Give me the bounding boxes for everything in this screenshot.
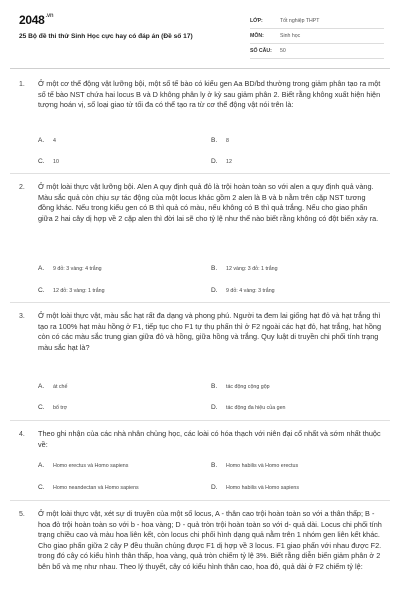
option-b[interactable]: B. tác động cộng gộp [211,383,270,390]
question-text: Theo ghi nhận của các nhà nhân chủng học, các loài có hóa thạch với niên đại cổ nhất và sớm nhất thuộc về: [38,429,381,449]
question-text: Ở một loài thực vật lưỡng bội. Alen A quy định quả đỏ là trội hoàn toàn so với alen a quy định quả vàng. Màu sắc quả còn chịu sự tác động của một locus khác gồm 2 alen là B và b nằm trên cặp NST tương đồng khác. Nếu trong kiểu gen có B thì quả có màu, nếu không có B thì quả trắng. Nếu cho giao phấn giữa 2 hai cây dị hợp về 2 cặp alen thì đời lai sẽ cho tỷ lệ như thế nào biết rằng không có đột biến xảy ra. [38,182,379,223]
option-b[interactable]: B. 8 [211,137,229,144]
question-text: Ở một loài thực vật, màu sắc hạt rất đa dạng và phong phú. Người ta đem lai giống hạt đỏ và hạt trắng thì tạo ra 100% hạt màu hồng ở F1, tiếp tục cho F1 tự thụ phấn thì ở F2 ngoài các hạt đỏ, hạt trắng, hạt hồng còn có các màu sắc trung gian giữa đỏ và hồng, giữa hồng và trắng. Quy luật di truyền chi phối tính trạng màu sắc hạt là? [38,311,382,352]
option-a[interactable]: A. 4 [38,137,56,144]
option-c[interactable]: C. bổ trợ [38,404,68,411]
question-divider [10,500,390,501]
question-divider [10,173,390,174]
meta-question-count: SỐ CÂU: 50 [250,44,384,59]
question-number: 3. [19,313,25,320]
question-text: Ở một cơ thể động vật lưỡng bội, một số tế bào có kiểu gen Aa BD/bd thường trong giảm phân tạo ra một số tế bào NST chứa hai locus B và D không phân ly ở kỳ sau giảm phân 2. Biết rằng không xuất hiện hiện tượng hoán vị, số loại giao tử tối đa có thể tạo ra từ cơ thể động vật nói trên là: [38,79,381,110]
option-d[interactable]: D. 12 [211,158,232,165]
question-number: 5. [19,511,25,518]
option-a[interactable]: A. Homo erectus và Homo sapiens [38,462,129,469]
question-text: Ở một loài thực vật, xét sự di truyền của một số locus, A - thân cao trội hoàn toàn so với a thân thấp; B - hoa đỏ trội hoàn toàn so với b - hoa vàng; D - quả tròn trội hoàn toàn so với d- quả dài. Locus chi phối tính trạng chiều cao và màu hoa liên kết, còn locus chi phối hình dạng quả nằm trên 1 nhóm gen liên kết khác. Cho giao phấn giữa 2 cây P đều thuần chủng được F1 dị hợp về 3 locus. F1 giao phấn với nhau được F2. trong đó cây có kiểu hình thân thấp, hoa vàng, quả tròn chiếm tỷ lệ 3%. Biết rằng diễn biến giảm phân ở 2 bên bố và mẹ như nhau. Theo lý thuyết, cây có kiểu hình thân cao, hoa đỏ, quả dài ở F2 chiếm tỷ lệ: [38,509,382,571]
option-c[interactable]: C. 12 đỏ: 3 vàng: 1 trắng [38,287,105,294]
question-number: 4. [19,431,25,438]
option-d[interactable]: D. tác động đa hiệu của gen [211,404,286,411]
option-a[interactable]: A. át chế [38,383,68,390]
option-d[interactable]: D. Homo habilis và Homo sapiens [211,484,300,491]
header [0,0,400,64]
question-number: 1. [19,81,25,88]
site-logo[interactable]: $2048^{.vn}$ [19,13,54,27]
meta-class: LỚP: Tốt nghiệp THPT [250,14,384,29]
meta-subject: MÔN: Sinh học [250,29,384,44]
question-divider [10,420,390,421]
option-c[interactable]: C. 10 [38,158,59,165]
option-d[interactable]: D. 9 đỏ: 4 vàng: 3 trắng [211,287,275,294]
exam-meta [250,14,384,59]
header-divider [10,68,390,69]
option-c[interactable]: C. Homo neandectan và Homo sapiens [38,484,139,491]
exam-title: 25 Bộ đề thi thử Sinh Học cực hay có đáp án (Đề số 17) [19,33,193,40]
option-a[interactable]: A. 9 đỏ: 3 vàng: 4 trắng [38,265,102,272]
question-divider [10,302,390,303]
option-b[interactable]: B. 12 vàng: 3 đỏ: 1 trắng [211,265,278,272]
question-number: 2. [19,184,25,191]
option-b[interactable]: B. Homo habilis và Homo erectus [211,462,299,469]
